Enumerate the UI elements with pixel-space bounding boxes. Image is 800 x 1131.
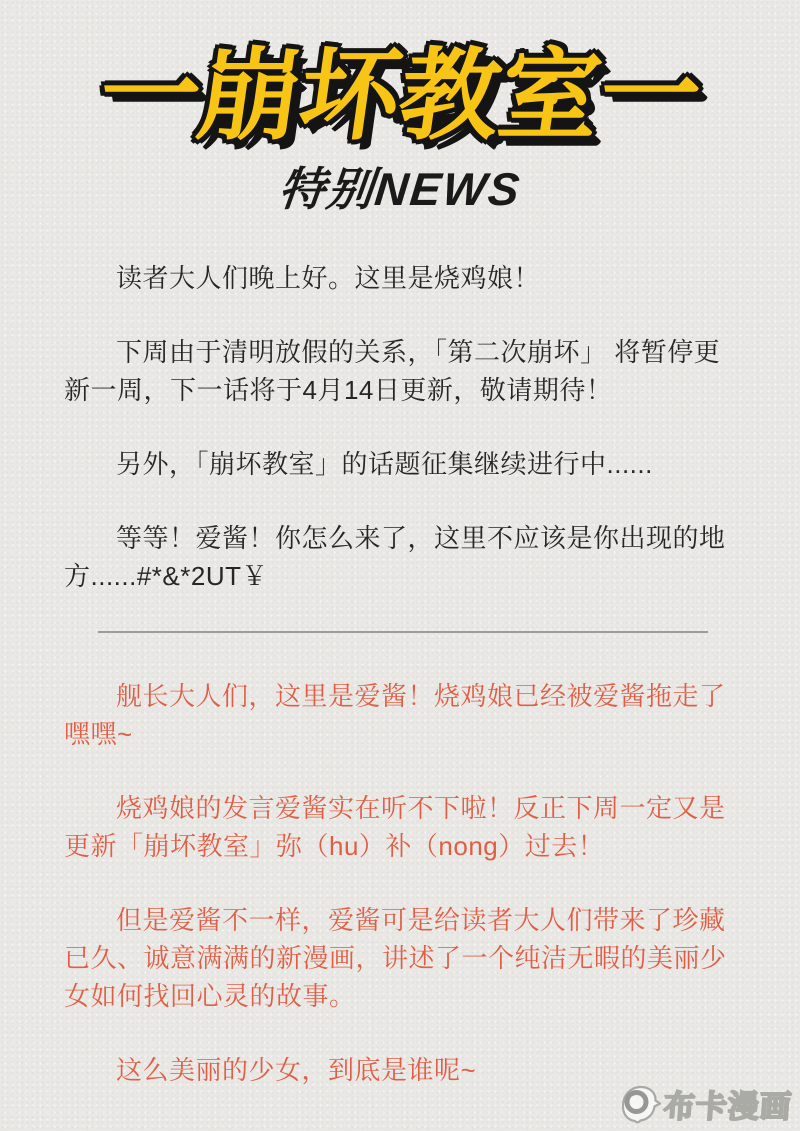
page-title: 一崩坏教室一 xyxy=(92,40,708,152)
announcement-paragraph-topic-collection: 另外，「崩坏教室」的话题征集继续进行中...... xyxy=(116,448,653,479)
page-subtitle: 特别NEWS xyxy=(276,163,524,215)
red-paragraph-teaser: 这么美丽的少女，到底是谁呢~ xyxy=(116,1054,477,1085)
red-paragraph-aijiang-intro: 舰长大人们，这里是爱酱！烧鸡娘已经被爱酱拖走了嘿嘿~ xyxy=(64,680,726,749)
section-divider xyxy=(98,631,708,633)
buka-watermark xyxy=(619,1081,792,1126)
announcement-paragraph-hiatus-notice: 下周由于清明放假的关系，「第二次崩坏」 将暂停更新一周，下一话将于4月14日更新，敬请期待！ xyxy=(64,336,721,405)
watermark-label: 布卡漫画 xyxy=(662,1089,794,1124)
announcement-paragraph-interruption: 等等！爱酱！你怎么来了，这里不应该是你出现的地方......#*&*2UT￥ xyxy=(64,522,726,591)
red-paragraph-new-manga: 但是爱酱不一样，爱酱可是给读者大人们带来了珍藏已久、诚意满满的新漫画，讲述了一个纯洁无暇的美丽少女如何找回心灵的故事。 xyxy=(64,904,727,1011)
announcement-body xyxy=(0,259,800,1089)
red-paragraph-complaint: 烧鸡娘的发言爱酱实在听不下啦！反正下周一定又是更新「崩坏教室」弥（hu）补（nong）过去！ xyxy=(64,792,726,861)
announcement-paragraph-greeting: 读者大人们晚上好。这里是烧鸡娘！ xyxy=(116,262,541,293)
buka-logo-icon xyxy=(619,1084,661,1124)
